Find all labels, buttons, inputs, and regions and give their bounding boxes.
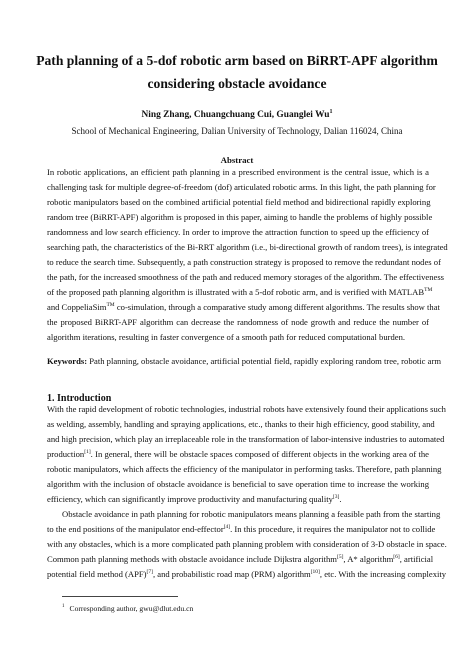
title-line: considering obstacle avoidance [147,76,327,91]
body-line: as welding, assembly, handling and spraying applications, etc., thanks to their high efficiency, good stability, and [47,419,435,429]
keywords [47,354,442,369]
affiliation: School of Mechanical Engineering, Dalian University of Technology, Dalian 116024, China [71,126,403,136]
keywords-label: Keywords: [47,356,88,366]
body-text: . In this procedure, it requires the manipulator not to collide [230,524,436,534]
abstract-body [47,165,448,345]
citation-ref: [10] [310,569,320,576]
abstract-text: of the proposed path planning algorithm is illustrated with a 5-dof robotic arm, and is verified with MATLAB [47,287,425,297]
body-text: . In general, there will be obstacle spaces composed of different objects in the working area of the [90,449,429,459]
abstract-line: challenging task for multiple degree-of-freedom (dof) articulated robotic arms. In this light, the path planning for [47,182,436,192]
body-text: to the end positions of the manipulator end-effector [47,524,224,534]
abstract-text: co-simulation, through a comparative study among different algorithms. The results show that [114,302,440,312]
trademark-mark: TM [106,302,115,309]
abstract-line: random tree (BiRRT-APF) algorithm is proposed in this paper, aiming to handle the problems of highly possible [47,212,433,222]
abstract-line: In robotic applications, an efficient path planning in a prescribed environment is the central issue, which is a [47,167,429,177]
body-line: with any obstacles, which is a more complicated path planning problem with consideration of 3-D obstacle in space. [47,539,447,549]
author-list [20,109,454,121]
author-names: Ning Zhang, Chuangchuang Cui, Guanglei Wu [141,110,330,120]
body-line: robotic manipulators, which affects the efficiency of the manipulator in performing tasks. Therefore, path planning [47,464,442,474]
body-text: production [47,449,85,459]
abstract-line: randomness and low search efficiency. In order to improve the attraction function to speed up the efficiency of [47,227,429,237]
footnote-divider [62,596,178,597]
abstract-line: algorithm iterations, resulting in faster convergence of a smooth path for reduced computational burden. [47,332,406,342]
body-line: algorithm with the inclusion of obstacle avoidance is beneficial to save operation time to increase the working [47,479,429,489]
abstract-heading: Abstract [220,155,254,165]
citation-ref: [4] [223,524,231,531]
citation-ref: [3] [332,494,340,501]
abstract-text: proposed BiRRT-APF algorithm can decrease the randomness of node growth and reduce the number of [60,317,429,327]
body-text: , etc. With the increasing complexity [319,569,447,579]
paper-title [20,49,454,95]
body-text: , artificial [399,554,434,564]
section-heading-introduction: 1. Introduction [47,393,112,404]
keywords-text: Path planning, obstacle avoidance, artificial potential field, rapidly exploring random tree, robotic arm [87,356,442,366]
abstract-text: and CoppeliaSim [47,302,107,312]
abstract-line [47,300,440,315]
body-line [47,492,429,507]
citation-ref: [5] [336,554,344,561]
abstract-line: searching path, the characteristics of the Bi-RRT algorithm (i.e., bi-directional growth of random trees), is integrated [47,242,448,252]
body-line [47,522,436,537]
footnote [62,604,193,614]
corresponding-author-mark: 1 [329,108,333,115]
abstract-line: robotic manipulators based on the combined artificial potential field method and bidirectional rapidly exploring [47,197,431,207]
keywords-line [47,354,442,369]
body-line [47,552,434,567]
body-line [47,567,447,582]
body-text: efficiency, which can significantly improve productivity and manufacturing quality [47,494,333,504]
body-text: , and probabilistic road map (PRM) algorithm [152,569,311,579]
body-text: potential field method (APF) [47,569,147,579]
abstract-line [47,285,433,300]
citation-ref: [1] [84,449,91,456]
abstract-line [47,315,429,330]
title-line: Path planning of a 5-dof robotic arm based on BiRRT-APF algorithm [36,53,438,68]
body-text: Common path planning methods with obstacle avoidance include Dijkstra algorithm [47,554,337,564]
body-line: With the rapid development of robotic technologies, industrial robots have extensively found their applications such [47,404,446,414]
citation-ref: [7] [146,569,153,576]
abstract-text: the [47,317,58,327]
body-line [47,447,429,462]
abstract-line: to reduce the search time. Subsequently, a path construction strategy is proposed to remove the redundant nodes of [47,257,441,267]
body-text: , A* algorithm [343,554,394,564]
citation-ref: [6] [393,554,400,561]
trademark-mark: TM [424,287,433,294]
introduction-body [47,402,447,582]
body-text: . [339,494,342,504]
body-line: and high precision, which play an irreplaceable role in the transformation of labor-intensive industries to automated [47,434,445,444]
body-line: Obstacle avoidance in path planning for robotic manipulators means planning a feasible path from the starting [62,509,441,519]
footnote-mark: 1 [62,604,65,610]
abstract-line: the path, for the increased smoothness of the path and reduced memory storages of the algorithm. The effectiveness [47,272,445,282]
footnote-text: Corresponding author, gwu@dlut.edu.cn [69,604,194,613]
